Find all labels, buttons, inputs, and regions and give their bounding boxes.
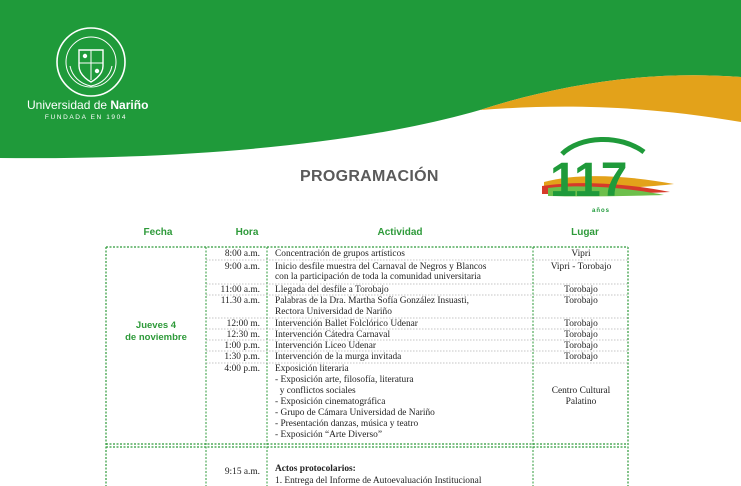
row-activity-title: Actos protocolarios: [275,464,356,474]
row-time: 8:00 a.m. [224,249,260,259]
row-place: Torobajo [564,352,598,362]
column-header-fecha: Fecha [143,227,173,238]
row-activity-cont: - Exposición “Arte Diverso” [275,430,382,440]
university-name-regular: Universidad de [27,98,111,112]
row-activity-cont: Rectora Universidad de Nariño [275,307,392,317]
row-activity-cont: - Grupo de Cámara Universidad de Nariño [275,408,435,418]
row-activity: Intervención de la murga invitada [275,352,402,362]
row-activity-cont: y conflictos sociales [275,386,356,396]
row-activity: Intervención Cátedra Carnaval [275,330,391,340]
anniversary-logo [540,132,680,218]
row-time: 9:15 a.m. [224,467,260,477]
row-activity-cont: - Exposición arte, filosofía, literatura [275,375,414,385]
row-place: Centro Cultural [551,386,611,396]
row-time: 9:00 a.m. [224,262,260,272]
row-place: Torobajo [564,319,598,329]
row-time: 11:00 a.m. [220,285,260,295]
row-place: Vipri [571,249,591,259]
row-activity: Exposición literaria [275,364,349,374]
row-activity: Palabras de la Dra. Martha Sofía González Insuasti, [275,296,469,306]
row-time: 11.30 a.m. [220,296,260,306]
anniversary-word: años [592,208,611,214]
anniversary-icon [540,132,680,218]
row-activity-cont: con la participación de toda la comunidad universitaria [275,272,481,282]
column-header-hora: Hora [235,227,259,238]
row-activity-cont: - Exposición cinematográfica [275,397,386,407]
row-time: 1:30 p.m. [224,352,260,362]
university-name-bold: Nariño [110,98,149,112]
page-title: PROGRAMACIÓN [300,168,439,185]
row-time: 4:00 p.m. [224,364,260,374]
date-line1: Jueves 4 [135,320,177,331]
date-line2: de noviembre [125,332,187,343]
university-name [27,98,149,112]
row-place: Torobajo [564,341,598,351]
row-activity: Intervención Liceo Udenar [275,341,376,351]
row-activity: Inicio desfile muestra del Carnaval de Negros y Blancos [275,262,487,272]
seal-icon [48,26,134,98]
row-activity-cont: - Presentación danzas, música y teatro [275,419,419,429]
date-cell-day1 [107,320,205,344]
column-header-lugar: Lugar [571,227,599,238]
row-activity: Llegada del desfile a Torobajo [275,285,389,295]
row-time: 1:00 p.m. [224,341,260,351]
column-header-actividad: Actividad [377,227,423,238]
row-place-cont: Palatino [565,397,597,407]
row-activity: Concentración de grupos artísticos [275,249,405,259]
row-activity: Intervención Ballet Folclórico Udenar [275,319,418,329]
row-place: Vipri - Torobajo [550,262,612,272]
row-activity: 1. Entrega del Informe de Autoevaluación Institucional [275,476,482,486]
row-place: Torobajo [564,330,598,340]
row-time: 12:00 m. [226,319,260,329]
row-place: Torobajo [564,285,598,295]
founded-text: FUNDADA EN 1904 [44,114,128,121]
row-place: Torobajo [564,296,598,306]
row-time: 12:30 m. [226,330,260,340]
anniversary-number: 117 [550,154,628,207]
